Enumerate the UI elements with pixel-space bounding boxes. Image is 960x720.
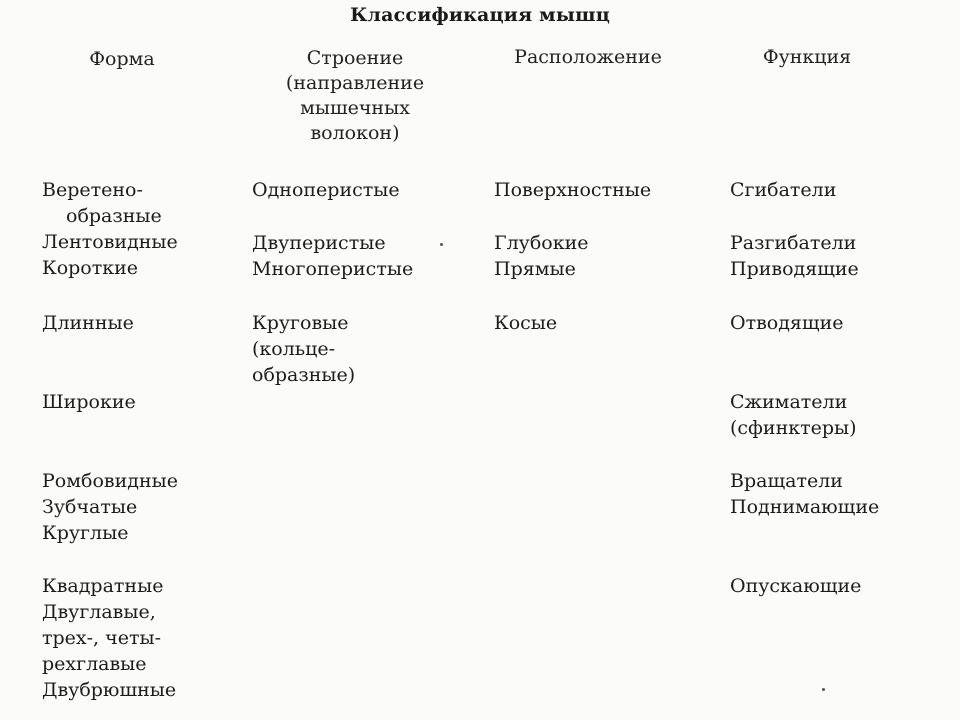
funkciya-group-6 bbox=[730, 573, 861, 599]
page-title: Классификация мышц bbox=[350, 4, 610, 26]
column-header-funkciya bbox=[742, 45, 872, 70]
list-item: Квадратные bbox=[42, 575, 164, 597]
list-item: образные) bbox=[252, 364, 356, 386]
forma-group-3 bbox=[42, 389, 136, 415]
funkciya-group-5 bbox=[730, 468, 879, 520]
list-item: Короткие bbox=[42, 257, 139, 279]
list-item: (сфинктеры) bbox=[730, 417, 857, 439]
list-item: Сгибатели bbox=[730, 179, 837, 201]
funkciya-group-3 bbox=[730, 310, 843, 336]
list-item: Многоперистые bbox=[252, 258, 414, 280]
list-item: Широкие bbox=[42, 391, 136, 413]
scan-speck bbox=[440, 243, 443, 246]
list-item: трех-, четы- bbox=[42, 627, 161, 649]
raspolozhenie-group-2 bbox=[494, 230, 589, 282]
list-item: Косые bbox=[494, 312, 558, 334]
forma-group-4 bbox=[42, 468, 178, 546]
funkciya-group-2 bbox=[730, 230, 859, 282]
header-line: (направление bbox=[285, 72, 425, 94]
list-item: Зубчатые bbox=[42, 496, 138, 518]
list-item: Двуглавые, bbox=[42, 601, 156, 623]
list-item: Глубокие bbox=[494, 232, 589, 254]
raspolozhenie-group-3 bbox=[494, 310, 557, 336]
stroenie-group-3 bbox=[252, 310, 355, 388]
header-line: Форма bbox=[89, 48, 155, 70]
list-item: Вращатели bbox=[730, 470, 843, 492]
list-item: Сжиматели bbox=[730, 391, 848, 413]
list-item: Круговые bbox=[252, 312, 349, 334]
list-item: Приводящие bbox=[730, 258, 859, 280]
forma-group-1 bbox=[42, 177, 178, 281]
list-item: Двубрюшные bbox=[42, 679, 177, 701]
list-item: (кольце- bbox=[252, 338, 336, 360]
column-header-raspolozhenie bbox=[488, 45, 688, 70]
list-item: образные bbox=[66, 205, 162, 227]
list-item: Поднимающие bbox=[730, 496, 880, 518]
forma-group-5 bbox=[42, 573, 176, 703]
header-line: Функция bbox=[762, 46, 852, 68]
header-line: Расположение bbox=[514, 46, 662, 68]
list-item: Разгибатели bbox=[730, 232, 857, 254]
funkciya-group-4 bbox=[730, 389, 857, 441]
list-item: Опускающие bbox=[730, 575, 862, 597]
list-item: Отводящие bbox=[730, 312, 844, 334]
list-item: Прямые bbox=[494, 258, 576, 280]
raspolozhenie-group-1 bbox=[494, 177, 651, 203]
list-item: Двуперистые bbox=[252, 232, 386, 254]
header-line: Строение bbox=[306, 47, 404, 69]
stroenie-group-1 bbox=[252, 177, 400, 203]
stroenie-group-2 bbox=[252, 230, 413, 282]
forma-group-2 bbox=[42, 310, 134, 336]
list-item: Веретено- bbox=[42, 179, 143, 201]
list-item: Поверхностные bbox=[494, 179, 652, 201]
list-item: Одноперистые bbox=[252, 179, 400, 201]
column-header-forma bbox=[70, 47, 174, 72]
list-item: Лентовидные bbox=[42, 231, 178, 253]
list-item: Круглые bbox=[42, 522, 129, 544]
scan-speck bbox=[822, 688, 825, 691]
list-item: рехглавые bbox=[42, 653, 147, 675]
list-item: Ромбовидные bbox=[42, 470, 178, 492]
header-line: мышечных bbox=[300, 97, 410, 119]
list-item: Длинные bbox=[42, 312, 134, 334]
column-header-stroenie bbox=[250, 46, 460, 146]
header-line: волокон) bbox=[310, 122, 400, 144]
funkciya-group-1 bbox=[730, 177, 836, 203]
